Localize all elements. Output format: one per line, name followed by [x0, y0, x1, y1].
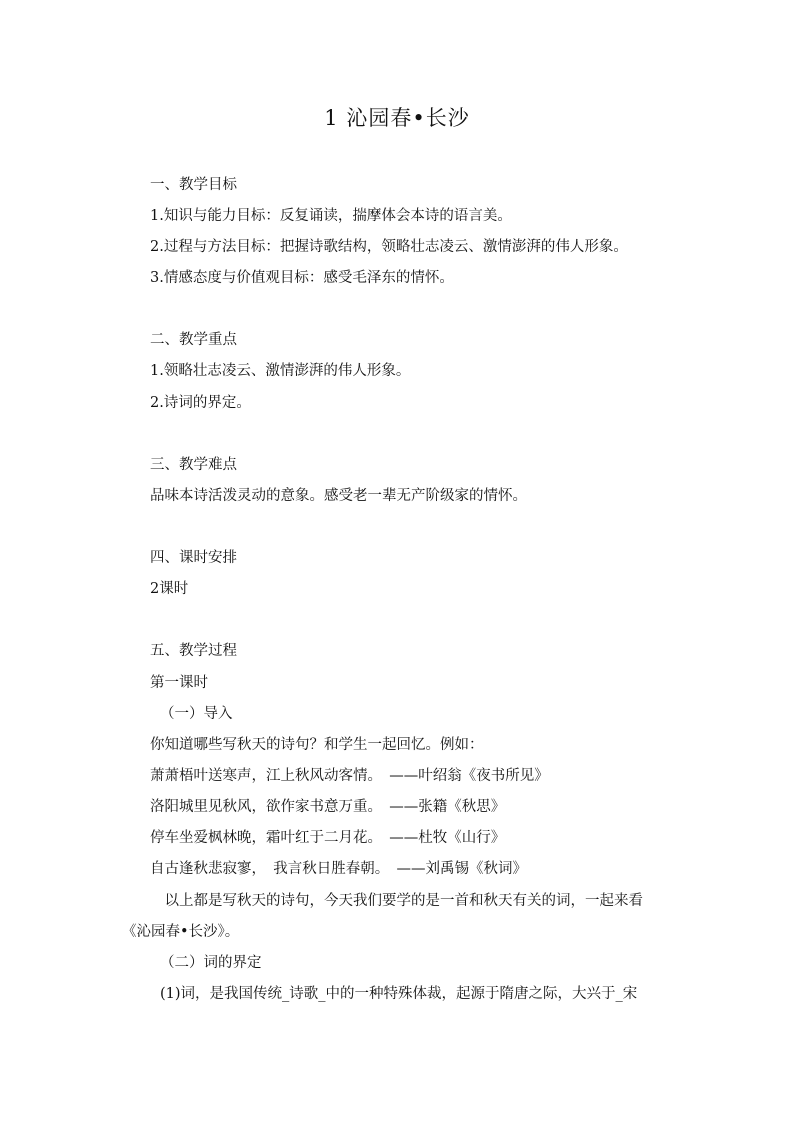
intro-heading: （一）导入 — [160, 706, 233, 722]
ci-definition-heading: （二）词的界定 — [160, 955, 262, 971]
intro-text: 你知道哪些写秋天的诗句？和学生一起回忆。例如： — [150, 737, 484, 753]
section-heading-goals: 一、教学目标 — [150, 177, 237, 193]
summary-line-1: 以上都是写秋天的诗句，今天我们要学的是一首和秋天有关的词，一起来看 — [150, 893, 643, 909]
poem-line-2: 洛阳城里见秋风，欲作家书意万重。 ——张籍《秋思》 — [150, 799, 506, 815]
section-heading-schedule: 四、课时安排 — [150, 550, 237, 566]
poem-line-3: 停车坐爱枫林晚，霜叶红于二月花。 ——杜牧《山行》 — [150, 830, 506, 846]
goal-item-3: 3.情感态度与价值观目标：感受毛泽东的情怀。 — [150, 270, 454, 286]
goal-item-1: 1.知识与能力目标：反复诵读，揣摩体会本诗的语言美。 — [150, 208, 512, 224]
key-point-item-2: 2.诗词的界定。 — [150, 395, 251, 411]
page-title: 1 沁园春•长沙 — [324, 106, 470, 130]
section-heading-key-points: 二、教学重点 — [150, 332, 237, 348]
summary-line-2: 《沁园春•长沙》。 — [122, 924, 240, 940]
section-heading-difficulties: 三、教学难点 — [150, 457, 237, 473]
goal-item-2: 2.过程与方法目标：把握诗歌结构，领略壮志凌云、激情澎湃的伟人形象。 — [150, 239, 628, 255]
schedule-item-1: 2课时 — [150, 581, 189, 597]
section-heading-process: 五、教学过程 — [150, 643, 237, 659]
lesson-label: 第一课时 — [150, 675, 208, 691]
ci-definition-text: (1)词，是我国传统_诗歌_中的一种特殊体裁，起源于隋唐之际，大兴于_宋 — [160, 986, 638, 1002]
poem-line-1: 萧萧梧叶送寒声，江上秋风动客情。 ——叶绍翁《夜书所见》 — [150, 768, 549, 784]
key-point-item-1: 1.领略壮志凌云、激情澎湃的伟人形象。 — [150, 363, 411, 379]
poem-line-4: 自古逢秋悲寂寥， 我言秋日胜春朝。 ——刘禹锡《秋词》 — [150, 861, 527, 877]
difficulty-item-1: 品味本诗活泼灵动的意象。感受老一辈无产阶级家的情怀。 — [150, 488, 527, 504]
